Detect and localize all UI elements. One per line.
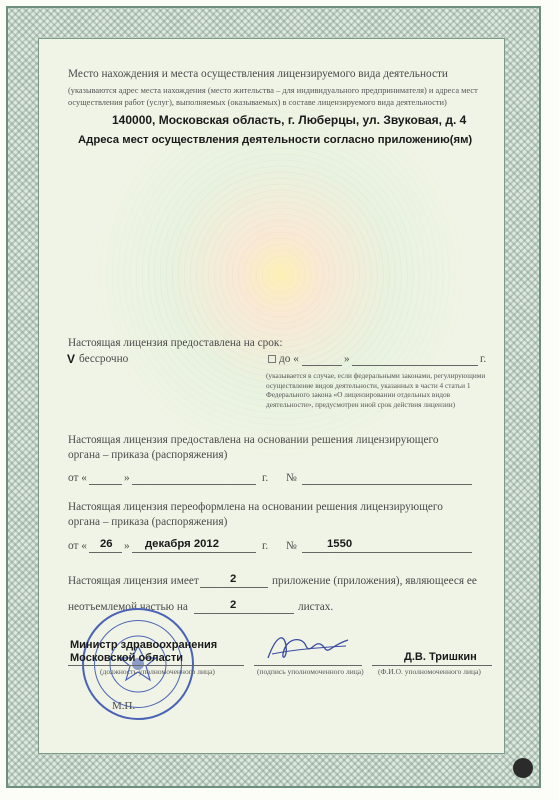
position-line: [68, 665, 244, 666]
signature-line: [254, 665, 362, 666]
position-caption: (должность уполномоченного лица): [100, 667, 215, 676]
appendix-note: Адреса мест осуществления деятельности согласно приложению(ям): [78, 134, 473, 146]
name-line: [372, 665, 492, 666]
reissue-line1: Настоящая лицензия переоформлена на основании решения лицензирующего: [68, 501, 443, 513]
location-heading: Место нахождения и места осуществления лицензируемого вида деятельности: [68, 68, 448, 80]
attachments-sheets: 2: [230, 599, 237, 611]
term-note: (указывается в случае, если федеральными законами, регулирующими осуществление видов деятельности, указанных в части 4 статьи 1 Федерального закона «О лицензировании отдельных видов деятельности», предусмотрен иной срок действия лицензии): [266, 371, 486, 409]
attachments-sheets-line: [194, 613, 294, 614]
seal-label: М.П.: [112, 700, 136, 712]
signatory-name: Д.В. Тришкин: [404, 651, 477, 663]
term-year-suffix: г.: [480, 353, 487, 365]
location-note-line1: (указываются адрес места нахождения (место жительства – для индивидуального предпринимателя) и адреса мест: [68, 86, 478, 95]
basis-date-line: [132, 484, 256, 485]
attachments-line2-prefix: неотъемлемой частью на: [68, 601, 188, 613]
signature-scribble: [262, 628, 352, 666]
reissue-number-line: [302, 552, 472, 553]
basis-quote-close: »: [124, 472, 130, 484]
reissue-day: 26: [100, 538, 113, 550]
reissue-line2: органа – приказа (распоряжения): [68, 516, 228, 528]
term-label: Настоящая лицензия предоставлена на срок:: [68, 337, 283, 349]
term-indefinite: бессрочно: [79, 353, 129, 365]
reissue-date-line: [132, 552, 256, 553]
basis-from-prefix: от «: [68, 472, 87, 484]
address: 140000, Московская область, г. Люберцы, ул. Звуковая, д. 4: [112, 113, 467, 127]
reissue-number: 1550: [327, 538, 353, 550]
signatory-position: Министр здравоохранения: [70, 639, 218, 651]
attachments-count-line: [200, 587, 268, 588]
location-note-line2: осуществления работ (услуг), выполняемых (оказываемых) в составе лицензируемого вида деятельности): [68, 98, 447, 107]
basis-day-line: [89, 484, 122, 485]
reissue-quote-close: »: [124, 540, 130, 552]
term-until-quote: »: [344, 353, 350, 365]
reissue-from-prefix: от «: [68, 540, 87, 552]
attachments-count: 2: [230, 573, 237, 585]
attachments-line1-prefix: Настоящая лицензия имеет: [68, 575, 199, 587]
signatory-organization: Московской области: [70, 652, 184, 664]
reissue-month-year: декабря 2012: [145, 538, 219, 550]
reissue-number-sign: №: [286, 540, 297, 552]
term-limited-checkbox: [268, 355, 276, 363]
name-caption: (Ф.И.О. уполномоченного лица): [378, 667, 481, 676]
term-date-line: [352, 365, 478, 366]
reissue-year-suffix: г.: [262, 540, 269, 552]
reissue-day-line: [89, 552, 122, 553]
official-seal: [82, 608, 194, 720]
basis-number-sign: №: [286, 472, 297, 484]
attachments-line2-suffix: листах.: [298, 601, 334, 613]
term-day-line: [302, 365, 342, 366]
basis-number-line: [302, 484, 472, 485]
basis-line2: органа – приказа (распоряжения): [68, 449, 228, 461]
check-mark: V: [67, 352, 76, 366]
attachments-line1-suffix: приложение (приложения), являющееся ее: [272, 575, 477, 587]
term-until-prefix: до «: [279, 353, 299, 365]
punch-hole: [513, 758, 533, 778]
signature-caption: (подпись уполномоченного лица): [257, 667, 364, 676]
basis-line1: Настоящая лицензия предоставлена на основании решения лицензирующего: [68, 434, 439, 446]
basis-year-suffix: г.: [262, 472, 269, 484]
